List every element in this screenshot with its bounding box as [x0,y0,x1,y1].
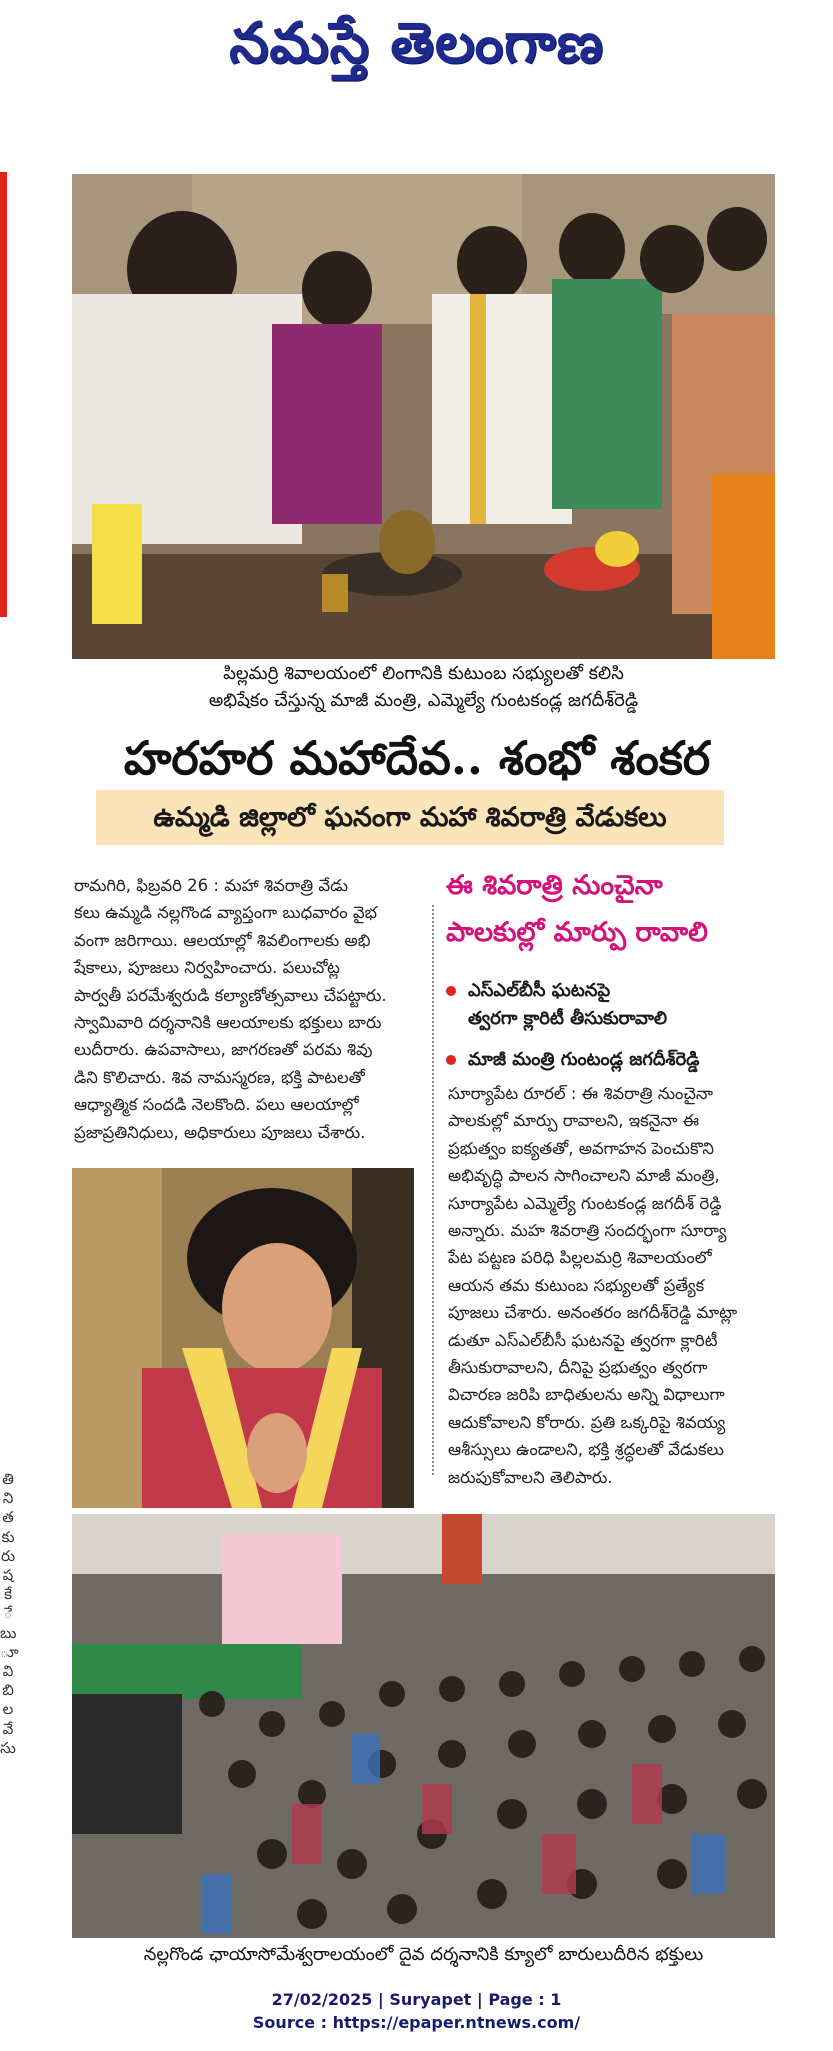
portrait-photo [72,1168,414,1508]
newspaper-title: నమస్తే తెలంగాణ [229,10,604,76]
footer-source: Source : https://epaper.ntnews.com/ [252,2013,581,2032]
side-story-body: సూర్యాపేట రూరల్ : ఈ శివరాత్రి నుంచైనా పాలకుల్లో మార్పు రావాలని, ఇకనైనా ఈ ప్రభుత్వం ఐక్యతతో, అవగాహన పెంచుకొని అభివృద్ధి పాలన సాగించాలని మాజీ మంత్రి, సూర్యాపేట ఎమ్మెల్యే గుంటకండ్ల జగదీశ్ రెడ్డి అన్నారు. మహ శివరాత్రి సందర్భంగా సూర్యా పేట పట్టణ పరిధి పిల్లలమర్రి శివాలయంలో ఆయన తమ కుటుంబ సభ్యులతో ప్రత్యేక పూజలు చేశారు. అనంతరం జగదీశ్‌రెడ్డి మాట్లా డుతూ ఎస్‌ఎల్‌బీసీ ఘటనపై త్వరగా క్లారిటీ తీసుకురావాలని, దీనిపై ప్రభుత్వం త్వరగా విచారణ జరిపి బాధితులను అన్ని విధాలుగా ఆదుకోవాలని కోరారు. ప్రతి ఒక్కరిపై శివయ్య ఆశీస్సులు ఉండాలని, భక్తి శ్రద్ధలతో వేడుకలు జరుపుకోవాలని తెలిపారు. [448,1084,738,1487]
bottom-photo-caption: నల్లగొండ ఛాయాసోమేశ్వరాలయంలో దైవ దర్శనానికి క్యూలో బారులుదీరిన భక్తులు [143,1944,704,1965]
red-edge-bar [0,172,7,617]
footer-date-edition: 27/02/2025 | Suryapet | Page : 1 [271,1990,562,2009]
top-photo-caption: పిల్లమర్రి శివాలయంలో లింగానికి కుటుంబ సభ్యులతో కలిసి అభిషేకం చేస్తున్న మాజీ మంత్రి, ఎమ్మెల్యే గుంటకండ్ల జగదీశ్‌రెడ్డి [208,663,639,711]
top-photo [72,174,775,659]
bottom-photo [72,1514,775,1938]
masthead [0,0,833,95]
bullet-dot [446,986,456,996]
side-story-bullet-1: ఎస్‌ఎల్‌బీసీ ఘటనపై త్వరగా క్లారిటీ తీసుకురావాలి [446,977,776,1033]
column-divider [432,905,434,1475]
main-headline: హరహర మహాదేవ.. శంభో శంకర [123,731,711,785]
left-strip-text: తి ని త కు రు ష కే ే బు ూ వి బి ల వే సు [0,1470,19,1757]
main-story-body: రామగిరి, ఫిబ్రవరి 26 : మహా శివరాత్రి వేడు కలు ఉమ్మడి నల్లగొండ వ్యాప్తంగా బుధవారం వైభ వంగా జరిగాయి. ఆలయాల్లో శివలింగాలకు అభి షేకాలు, పూజలు నిర్వహించారు. పలుచోట్ల పార్వతీ పరమేశ్వరుడి కల్యాణోత్సవాలు చేపట్టారు. స్వామివారి దర్శనానికి ఆలయాలకు భక్తులు బారు లుదీరారు. ఉపవాసాలు, జాగరణతో పరమ శివు డిని కొలిచారు. శివ నామస్మరణ, భక్తి పాటలతో ఆధ్యాత్మిక సందడి నెలకొంది. పలు ఆలయాల్లో ప్రజాప్రతినిధులు, అధికారులు పూజలు చేశారు. [74,876,387,1142]
footer [0,1988,833,2034]
bullet-dot [446,1055,456,1065]
subheadline-box [96,790,724,845]
subheadline: ఉమ్మడి జిల్లాలో ఘనంగా మహా శివరాత్రి వేడుకలు [153,802,667,833]
side-story-headline: ఈ శివరాత్రి నుంచైనా పాలకుల్లో మార్పు రావాలి [446,870,708,948]
side-story-bullet-2: మాజీ మంత్రి గుంటండ్ల జగదీశ్‌రెడ్డి [446,1046,776,1074]
